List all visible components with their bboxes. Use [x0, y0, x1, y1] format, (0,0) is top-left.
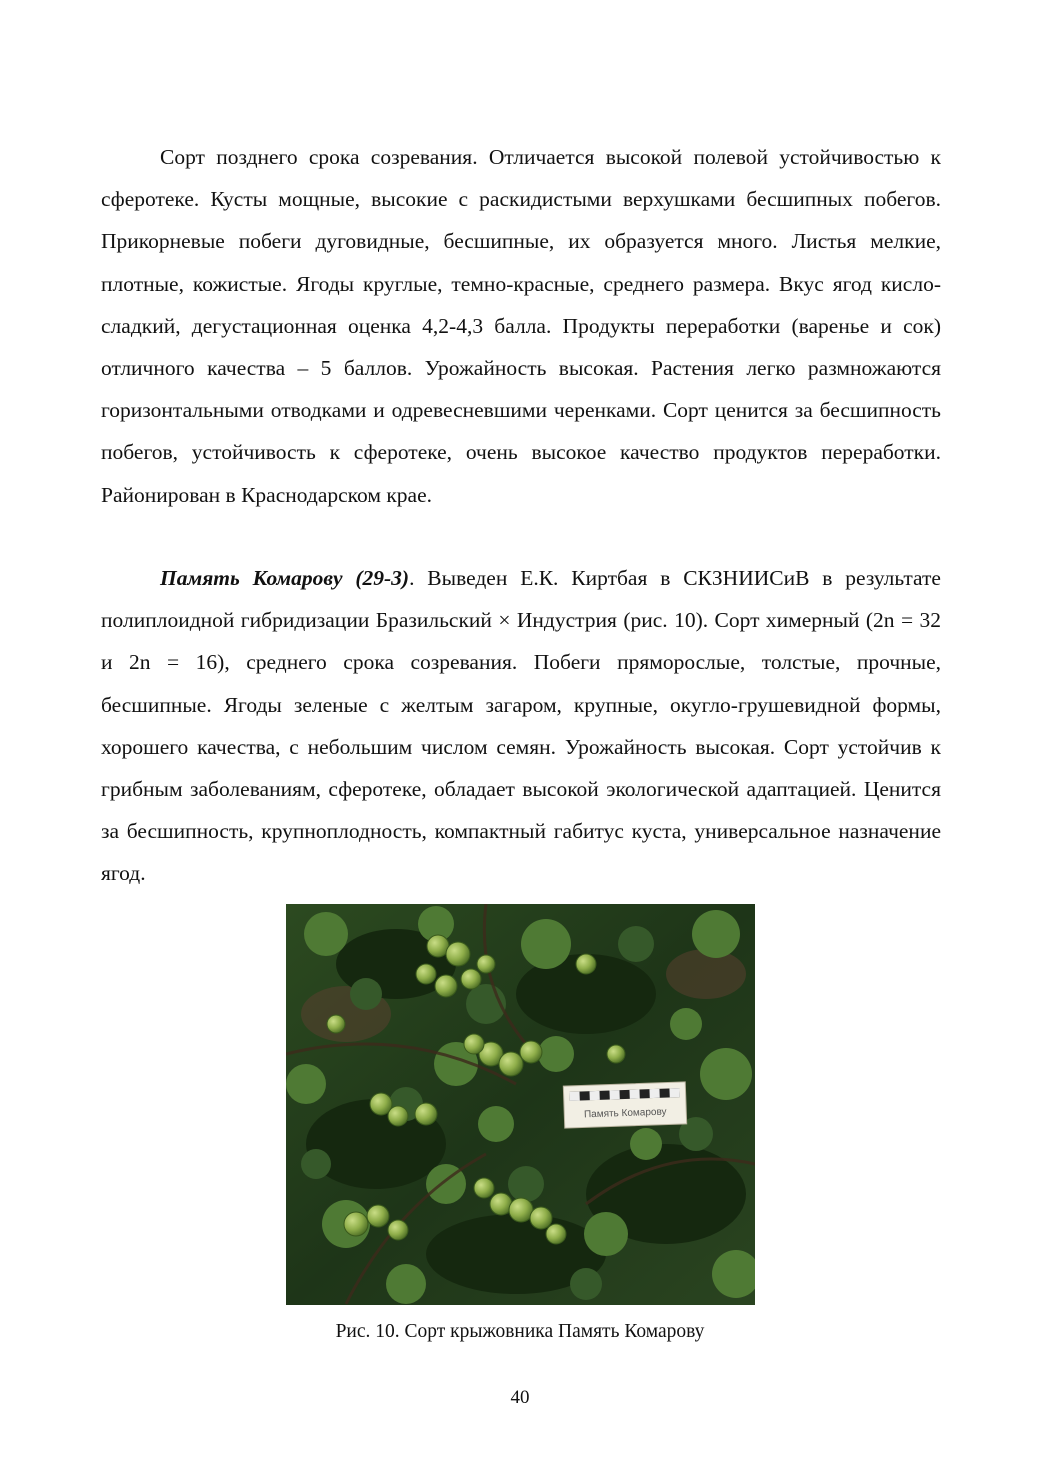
paragraph-2-text: . Выведен Е.К. Киртбая в СКЗНИИСиВ в результате полиплоидной гибридизации Бразильский × Индустрия (рис. 10). Сорт химерный (2n = 32 и 2n = 16), среднего срока созревания. Побеги пряморослые, толстые, прочные, бесшипные. Ягоды зеленые с желтым загаром, крупные, окугло-грушевидной формы, хорошего качества, с небольшим числом семян. Урожайность высокая. Сорт устойчив к грибным заболеваниям, сферотеке, обладает высокой экологической адаптацией. Ценится за бесшипность, крупноплодность, компактный габитус куста, универсальное назначение ягод. — [101, 566, 941, 886]
gooseberry-bush-image — [286, 904, 755, 1305]
paragraph-2 — [101, 557, 941, 895]
variety-name: Память Комарову (29-3) — [160, 566, 410, 590]
page-number: 40 — [510, 1387, 530, 1408]
variety-label-tag — [563, 1082, 686, 1128]
variety-label-text: Память Комарову — [583, 1106, 667, 1121]
gooseberry-photo — [286, 904, 755, 1305]
paragraph-1 — [101, 136, 941, 516]
paragraph-1-text: Сорт позднего срока созревания. Отличается высокой полевой устойчивостью к сферотеке. Кусты мощные, высокие с раскидистыми верхушками бесшипных побегов. Прикорневые побеги дуговидные, бесшипные, их образуется много. Листья мелкие, плотные, кожистые. Ягоды круглые, темно-красные, среднего размера. Вкус ягод кисло-сладкий, дегустационная оценка 4,2-4,3 балла. Продукты переработки (варенье и сок) отличного качества – 5 баллов. Урожайность высокая. Растения легко размножаются горизонтальными отводками и одревесневшими черенками. Сорт ценится за бесшипность побегов, устойчивость к сферотеке, очень высокое качество продуктов переработки. Районирован в Краснодарском крае. — [101, 145, 941, 507]
figure-caption: Рис. 10. Сорт крыжовника Память Комарову — [335, 1321, 705, 1342]
paragraph-2-body — [101, 557, 941, 895]
